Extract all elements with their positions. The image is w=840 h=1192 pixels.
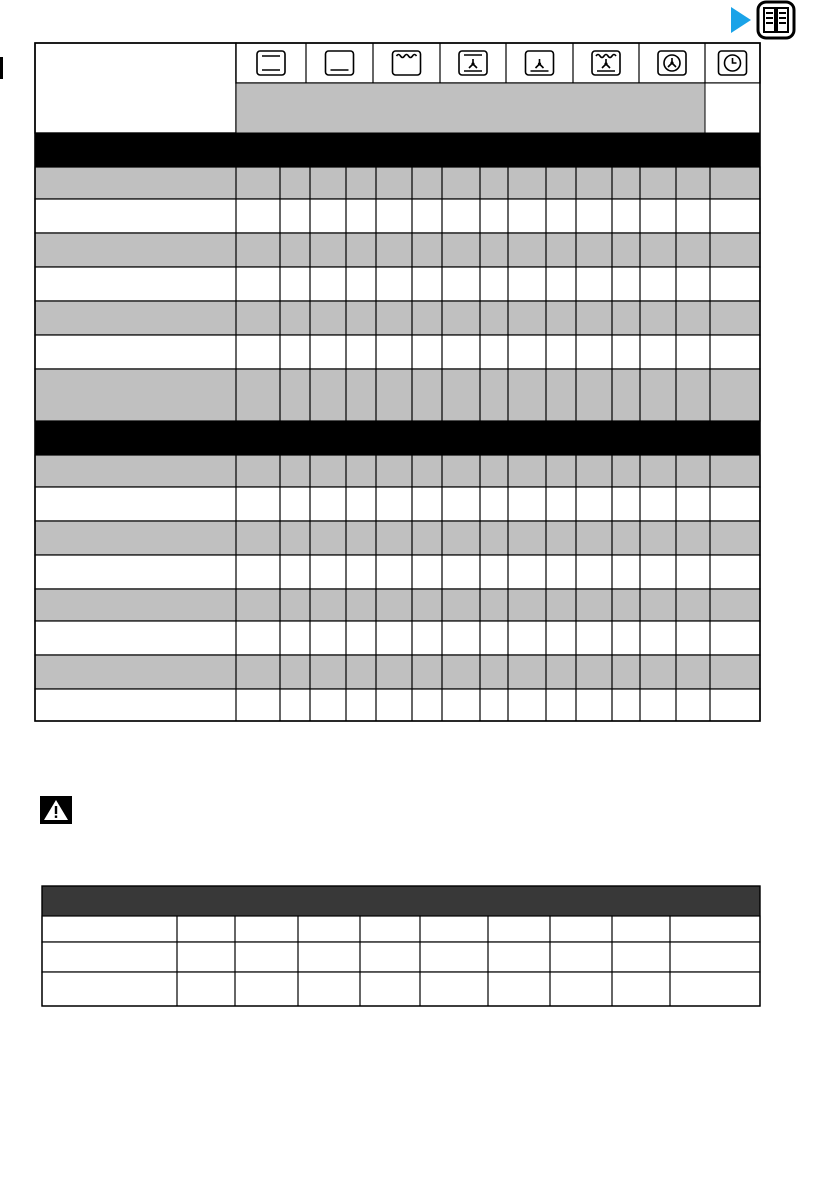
table-row [35,167,760,199]
table-row [35,233,760,267]
table-row [35,487,760,521]
table-row [35,521,760,555]
table-row [35,589,760,621]
table-row [35,335,760,369]
fan-assisted-bottom-icon [526,51,554,75]
footer-header [42,886,760,916]
hot-air-fan-icon [658,51,686,75]
header-label-cell [35,43,236,133]
warning-triangle-icon [40,796,72,824]
footer-row [42,972,760,1006]
table-row [35,655,760,689]
table-row [35,199,760,233]
fan-assisted-top-bottom-icon [459,51,487,75]
table-row [35,555,760,589]
table-row [35,301,760,335]
conventional-heating-icon [257,51,285,75]
section-header-2 [35,421,760,455]
table-row [35,621,760,655]
header-timer-cell [705,83,760,133]
footer-row [42,942,760,972]
timer-clock-icon [719,51,747,75]
footer-table [0,880,840,1020]
footer-row [42,916,760,942]
header-grey-band [236,83,705,133]
fan-grill-icon [592,51,620,75]
table-row [35,267,760,301]
table-row [35,455,760,487]
table-row [35,369,760,421]
section-header-1 [35,133,760,167]
grill-icon [393,51,421,75]
bottom-heat-icon [326,51,354,75]
table-row [35,689,760,721]
